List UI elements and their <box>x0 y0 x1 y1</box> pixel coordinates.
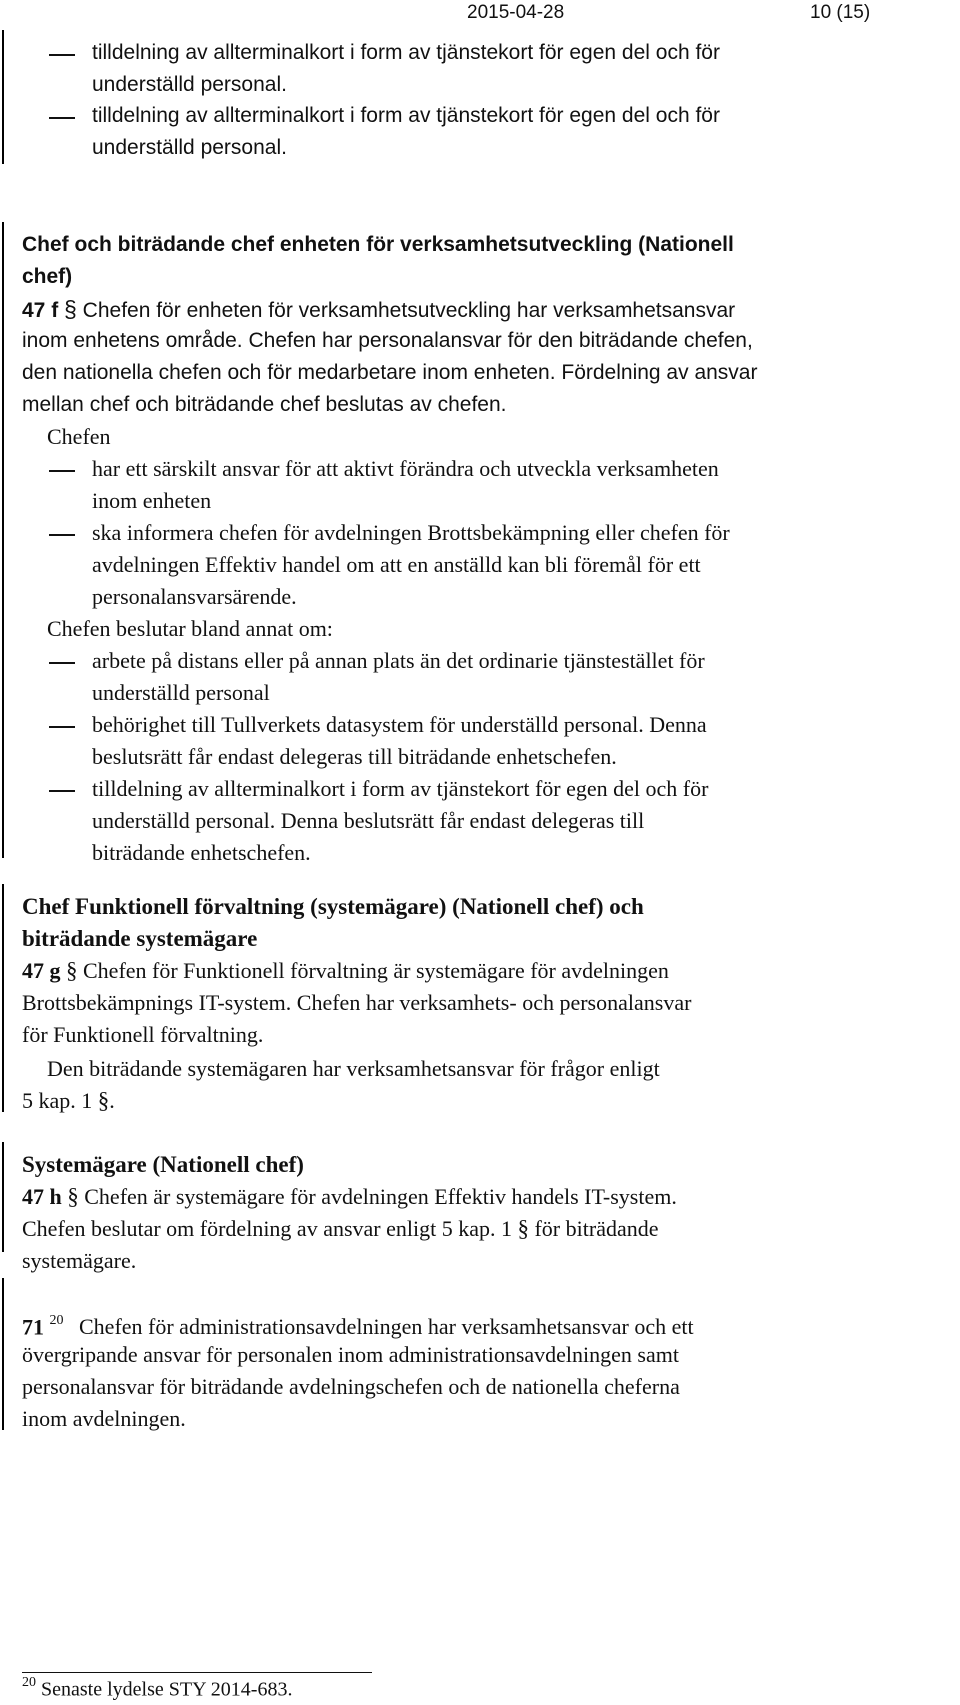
list-item: arbete på distans eller på annan plats än det ordinarie tjänstestället för <box>92 648 705 673</box>
list-item: tilldelning av allterminalkort i form av tjänstekort för egen del och för <box>92 41 720 64</box>
paragraph-text: 5 kap. 1 <box>22 1088 93 1113</box>
change-bar <box>2 884 4 1112</box>
paragraph-number: 47 h <box>22 1184 62 1209</box>
change-bar <box>2 30 4 164</box>
change-bar <box>2 1142 4 1252</box>
list-item: biträdande enhetschefen. <box>92 840 311 865</box>
section-sign-icon: § <box>97 1088 110 1113</box>
dash-bullet <box>49 662 75 664</box>
header-date: 2015-04-28 <box>467 2 565 23</box>
paragraph-text: Den biträdande systemägaren har verksamhetsansvar för frågor enligt <box>47 1056 660 1081</box>
section-sign-icon: § <box>66 958 78 983</box>
list-item: underställd personal. Denna beslutsrätt får endast delegeras till <box>92 808 645 833</box>
header-page-number: 10 (15) <box>810 2 871 23</box>
list-item: har ett särskilt ansvar för att aktivt förändra och utveckla verksamheten <box>92 456 719 481</box>
list-item: behörighet till Tullverkets datasystem för underställd personal. Denna <box>92 712 707 737</box>
list-item: tilldelning av allterminalkort i form av tjänstekort för egen del och för <box>92 776 709 801</box>
paragraph-number: 47 g <box>22 958 61 983</box>
list-item: avdelningen Effektiv handel om att en anställd kan bli föremål för ett <box>92 552 701 577</box>
paragraph-text: Chefen är systemägare för avdelningen Effektiv handels IT-system. <box>84 1184 677 1209</box>
paragraph-text: Chefen beslutar bland annat om: <box>47 616 333 641</box>
dash-bullet <box>49 54 75 56</box>
paragraph-text: personalansvar för biträdande avdelningschefen och de nationella cheferna <box>22 1374 680 1399</box>
paragraph-text: Chefen <box>47 424 111 449</box>
footnote-text: Senaste lydelse STY 2014-683. <box>41 1678 293 1701</box>
dash-bullet <box>49 726 75 728</box>
footnote-ref[interactable]: 20 <box>49 1313 64 1328</box>
section-heading: Chef Funktionell förvaltning (systemägare) (Nationell chef) och <box>22 894 644 919</box>
paragraph-text: inom avdelningen. <box>22 1406 186 1431</box>
paragraph-text: övergripande ansvar för personalen inom administrationsavdelningen samt <box>22 1342 679 1367</box>
list-item: underställd personal <box>92 680 270 705</box>
list-item: beslutsrätt får endast delegeras till biträdande enhetschefen. <box>92 744 617 769</box>
paragraph-text: Brottsbekämpnings IT-system. Chefen har verksamhets- och personalansvar <box>22 990 692 1015</box>
section-heading: Chef och biträdande chef enheten för verksamhetsutveckling (Nationell <box>22 233 734 256</box>
list-item: underställd personal. <box>92 73 287 96</box>
paragraph-number: 71 <box>22 1314 44 1340</box>
paragraph-text: Chefen beslutar om fördelning av ansvar enligt 5 kap. 1 <box>22 1216 512 1241</box>
dash-bullet <box>49 790 75 792</box>
section-sign-icon: § <box>67 1184 79 1209</box>
list-item: underställd personal. <box>92 136 287 159</box>
section-heading: chef) <box>22 265 73 288</box>
change-bar <box>2 1278 4 1430</box>
section-sign-icon: § <box>517 1216 529 1241</box>
list-item: tilldelning av allterminalkort i form av tjänstekort för egen del och för <box>92 104 720 127</box>
paragraph-text: inom enhetens område. Chefen har personalansvar för den biträdande chefen, <box>22 329 753 352</box>
paragraph-text: systemägare. <box>22 1248 137 1273</box>
paragraph-number: 47 f <box>22 299 59 322</box>
dash-bullet <box>49 534 75 536</box>
paragraph-text: för biträdande <box>534 1216 659 1241</box>
paragraph-text: Chefen för enheten för verksamhetsutveckling har verksamhetsansvar <box>82 299 736 322</box>
paragraph-text: för Funktionell förvaltning. <box>22 1022 264 1047</box>
section-heading: biträdande systemägare <box>22 926 258 951</box>
paragraph-text: Chefen för administrationsavdelningen har verksamhetsansvar och ett <box>79 1314 694 1340</box>
footnote-number: 20 <box>22 1675 36 1690</box>
list-item: ska informera chefen för avdelningen Brottsbekämpning eller chefen för <box>92 520 730 545</box>
dash-bullet <box>49 117 75 119</box>
list-item: personalansvarsärende. <box>92 584 297 609</box>
paragraph-text: den nationella chefen och för medarbetare inom enheten. Fördelning av ansvar <box>22 361 758 384</box>
dash-bullet <box>49 470 75 472</box>
list-item: inom enheten <box>92 488 212 513</box>
section-heading: Systemägare (Nationell chef) <box>22 1152 304 1177</box>
paragraph-text: mellan chef och biträdande chef beslutas av chefen. <box>22 393 507 416</box>
section-sign-icon: § <box>64 296 77 322</box>
paragraph-text: Chefen för Funktionell förvaltning är systemägare för avdelningen <box>83 958 669 983</box>
change-bar <box>2 222 4 858</box>
